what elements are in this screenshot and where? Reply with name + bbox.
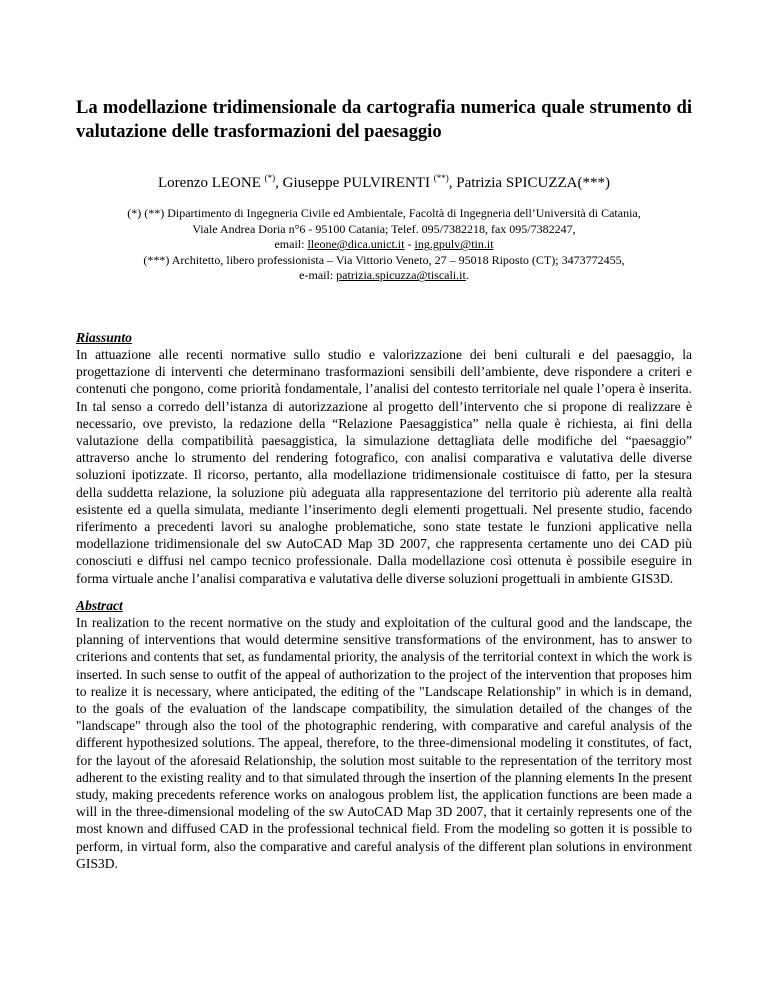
author-spicuzza: , Patrizia SPICUZZA(***)	[448, 175, 610, 191]
author-line	[76, 168, 692, 193]
affiliation-line-1: (*) (**) Dipartimento di Ingegneria Civile ed Ambientale, Facoltà di Ingegneria dell’Università di Catania,	[127, 206, 641, 220]
affiliations-block	[76, 206, 692, 284]
paper-title: La modellazione tridimensionale da cartografia numerica quale strumento di valutazione delle trasformazioni del paesaggio	[76, 97, 692, 142]
email-separator: -	[404, 237, 415, 252]
affiliation-line-2: Viale Andrea Doria n°6 - 95100 Catania; Telef. 095/7382218, fax 095/7382247,	[192, 221, 576, 236]
riassunto-heading: Riassunto	[76, 330, 132, 345]
abstract-heading: Abstract	[76, 598, 123, 613]
email-suffix: .	[465, 268, 469, 283]
riassunto-paragraph: In attuazione alle recenti normative sullo studio e valorizzazione dei beni culturali e del paesaggio, la progettazione di interventi che determinano trasformazioni sensibili dell’ambiente, deve rispondere a criteri e contenuti che pongono, come priorità fondamentale, l’analisi del contesto territoriale nel quale l’opera è inserita. In tal senso a corredo dell’istanza di autorizzazione al progetto dell’intervento che si propone di realizzare è necessario, ove previsto, la redazione della “Relazione Paesaggistica” nella quale è richiesta, ai fini della valutazione della compatibilità paesaggistica, la simulazione dettagliata delle modifiche del “paesaggio” attraverso anche lo strumento del rendering fotografico, con analisi comparativa e valutativa delle diverse soluzioni ipotizzate. Il ricorso, pertanto, alla modellazione tridimensionale costituisce di fatto, per la stesura della suddetta relazione, la soluzione più adeguata alla rappresentazione del territorio più aderente alla realtà esistente ed a quella simulata, mediante l’inserimento degli elementi progettuali. Nel presente studio, facendo riferimento a precedenti lavori su analoghe problematiche, sono state testate le funzioni applicative nella modellazione tridimensionale del sw AutoCAD Map 3D 2007, che rappresenta certamente uno dei CAD più conosciuti e diffusi nel campo tecnico professionale. Dalla modellazione così ottenuta è possibile eseguire in forma virtuale anche l’analisi comparativa e valutativa delle diverse soluzioni progettuali in ambiente GIS3D.	[76, 347, 692, 586]
email-link-leone[interactable]: lleone@dica.unict.it	[307, 237, 405, 252]
email-label-2: e-mail:	[299, 268, 337, 283]
abstract-paragraph: In realization to the recent normative on the study and exploitation of the cultural good and the landscape, the planning of interventions that would determine sensitive transformations of the environment, has to answer to criterions and contents that set, as fundamental priority, the analysis of the territorial context in which the work is inserted. In such sense to outfit of the appeal of authorization to the project of the intervention that proposes him to realize it is necessary, where anticipated, the editing of the "Landscape Relationship" in which is in demand, to the goals of the evaluation of the landscape compatibility, the simulation detailed of the changes of the "landscape" through also the tool of the photographic rendering, with comparative and careful analysis of the different hypothesized solutions. The appeal, therefore, to the three-dimensional modeling it constitutes, of fact, for the layout of the aforesaid Relationship, the solution most suitable to the representation of the territory most adherent to the existing reality and to that simulated through the insertion of the planning elements In the present study, making precedents reference works on analogous problem list, the application functions are been made a will in the three-dimensional modeling of the sw AutoCAD Map 3D 2007, that it certainly represents one of the most known and diffused CAD in the professional technical field. From the modeling so gotten it is possible to perform, in virtual form, also the comparative and careful analysis of the different plan solutions in environment GIS3D.	[76, 615, 692, 871]
author-leone: Lorenzo LEONE	[158, 175, 265, 191]
email-label: email:	[274, 237, 308, 252]
author-pulvirenti-affil-mark: (**)	[433, 173, 449, 183]
affiliation-line-4: (***) Architetto, libero professionista – Via Vittorio Veneto, 27 – 95018 Riposto (CT); 3473772455,	[143, 252, 625, 267]
affiliation-line-5	[76, 268, 692, 284]
author-leone-affil-mark: (*)	[264, 173, 276, 183]
affiliation-line-3	[76, 237, 692, 253]
email-link-spicuzza[interactable]: patrizia.spicuzza@tiscali.it	[336, 268, 466, 283]
author-pulvirenti: , Giuseppe PULVIRENTI	[275, 175, 434, 191]
email-link-pulvirenti[interactable]: ing.gpulv@tin.it	[414, 237, 494, 252]
